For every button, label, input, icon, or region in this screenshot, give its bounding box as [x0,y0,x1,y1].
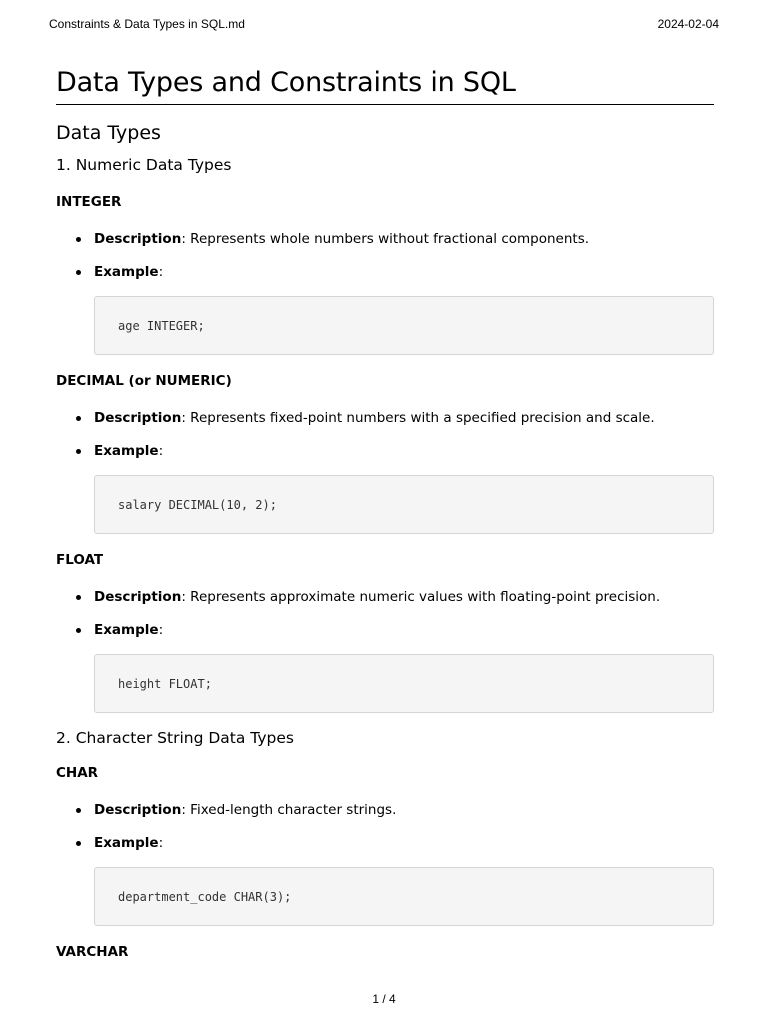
print-header [49,17,719,31]
type-heading-varchar: VARCHAR [56,944,129,960]
example-label: Example [94,443,159,459]
list-item-description [94,229,714,249]
document-title: Data Types and Constraints in SQL [56,66,714,105]
description-text: : Represents whole numbers without fractional components. [181,231,590,247]
description-text: : Represents fixed-point numbers with a specified precision and scale. [181,410,655,426]
description-label: Description [94,589,182,605]
list-item-example [94,620,714,640]
list-item-example [94,441,714,461]
example-label: Example [94,264,159,280]
code-block-float: height FLOAT; [94,654,714,713]
char-details-list [56,800,714,853]
type-heading-decimal: DECIMAL (or NUMERIC) [56,373,232,389]
decimal-details-list [56,408,714,461]
code-block-decimal: salary DECIMAL(10, 2); [94,475,714,534]
list-item-description [94,587,714,607]
list-item-description [94,800,714,820]
document-filename: Constraints & Data Types in SQL.md [49,17,245,31]
subsection-heading-numeric: 1. Numeric Data Types [56,156,232,174]
page-number: 1 / 4 [372,992,396,1006]
section-heading-data-types: Data Types [56,122,161,144]
float-details-list [56,587,714,640]
list-item-example [94,262,714,282]
example-label: Example [94,622,159,638]
code-block-char: department_code CHAR(3); [94,867,714,926]
integer-details-list [56,229,714,282]
description-label: Description [94,231,182,247]
print-date: 2024-02-04 [657,17,719,31]
subsection-heading-character: 2. Character String Data Types [56,729,294,747]
list-item-example [94,833,714,853]
example-suffix: : [158,443,164,459]
document-body [56,66,714,962]
example-suffix: : [158,264,164,280]
list-item-description [94,408,714,428]
type-heading-char: CHAR [56,765,99,781]
code-block-integer: age INTEGER; [94,296,714,355]
description-text: : Fixed-length character strings. [181,802,397,818]
example-suffix: : [158,835,164,851]
example-label: Example [94,835,159,851]
example-suffix: : [158,622,164,638]
type-heading-float: FLOAT [56,552,104,568]
description-text: : Represents approximate numeric values with floating-point precision. [181,589,661,605]
description-label: Description [94,410,182,426]
type-heading-integer: INTEGER [56,194,122,210]
description-label: Description [94,802,182,818]
